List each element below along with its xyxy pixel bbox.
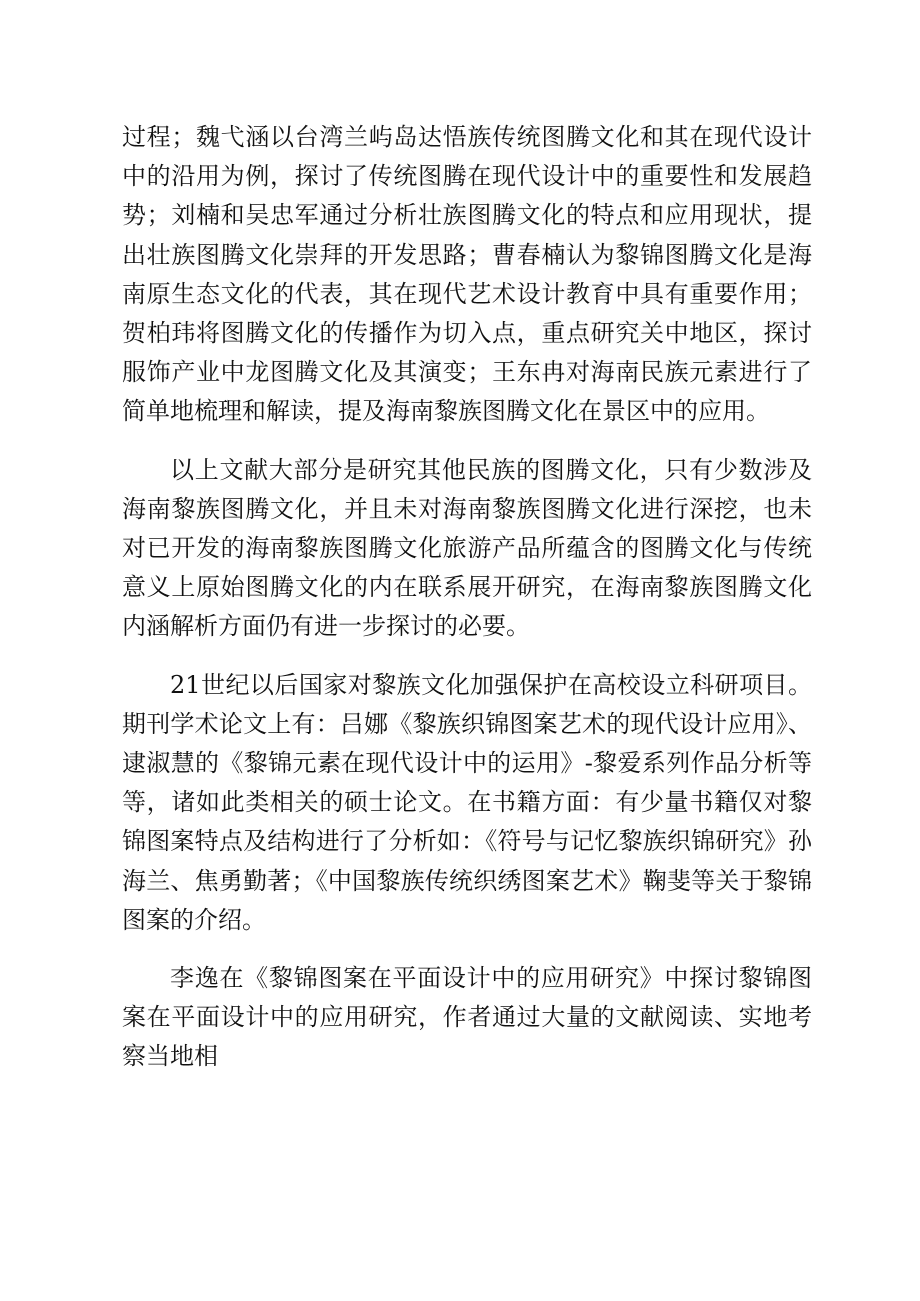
paragraph-continuation: 过程；魏弋涵以台湾兰屿岛达悟族传统图腾文化和其在现代设计中的沿用为例，探讨了传统图腾在现代设计中的重要性和发展趋势；刘楠和吴忠军通过分析壮族图腾文化的特点和应用现状，提出壮族图腾文化崇拜的开发思路；曹春楠认为黎锦图腾文化是海南原生态文化的代表，其在现代艺术设计教育中具有重要作用；贺柏玮将图腾文化的传播作为切入点，重点研究关中地区，探讨服饰产业中龙图腾文化及其演变；王东冉对海南民族元素进行了简单地梳理和解读，提及海南黎族图腾文化在景区中的应用。 [122,123,812,426]
paragraph-21st-century-research: 21世纪以后国家对黎族文化加强保护在高校设立科研项目。期刊学术论文上有：吕娜《黎族织锦图案艺术的现代设计应用》、逮淑慧的《黎锦元素在现代设计中的运用》-黎爱系列作品分析等等，诸如此类相关的硕士论文。在书籍方面：有少量书籍仅对黎锦图案特点及结构进行了分析如：《符号与记忆黎族织锦研究》孙海兰、焦勇勤著；《中国黎族传统织绣图案艺术》鞠斐等关于黎锦图案的介绍。 [122,670,812,934]
paragraph-literature-summary: 以上文献大部分是研究其他民族的图腾文化，只有少数涉及海南黎族图腾文化，并且未对海南黎族图腾文化进行深挖，也未对已开发的海南黎族图腾文化旅游产品所蕴含的图腾文化与传统意义上原始图腾文化的内在联系展开研究，在海南黎族图腾文化内涵解析方面仍有进一步探讨的必要。 [122,455,812,641]
document-page [122,118,812,1077]
paragraph-li-yi-study: 李逸在《黎锦图案在平面设计中的应用研究》中探讨黎锦图案在平面设计中的应用研究，作者通过大量的文献阅读、实地考察当地相 [122,964,812,1071]
